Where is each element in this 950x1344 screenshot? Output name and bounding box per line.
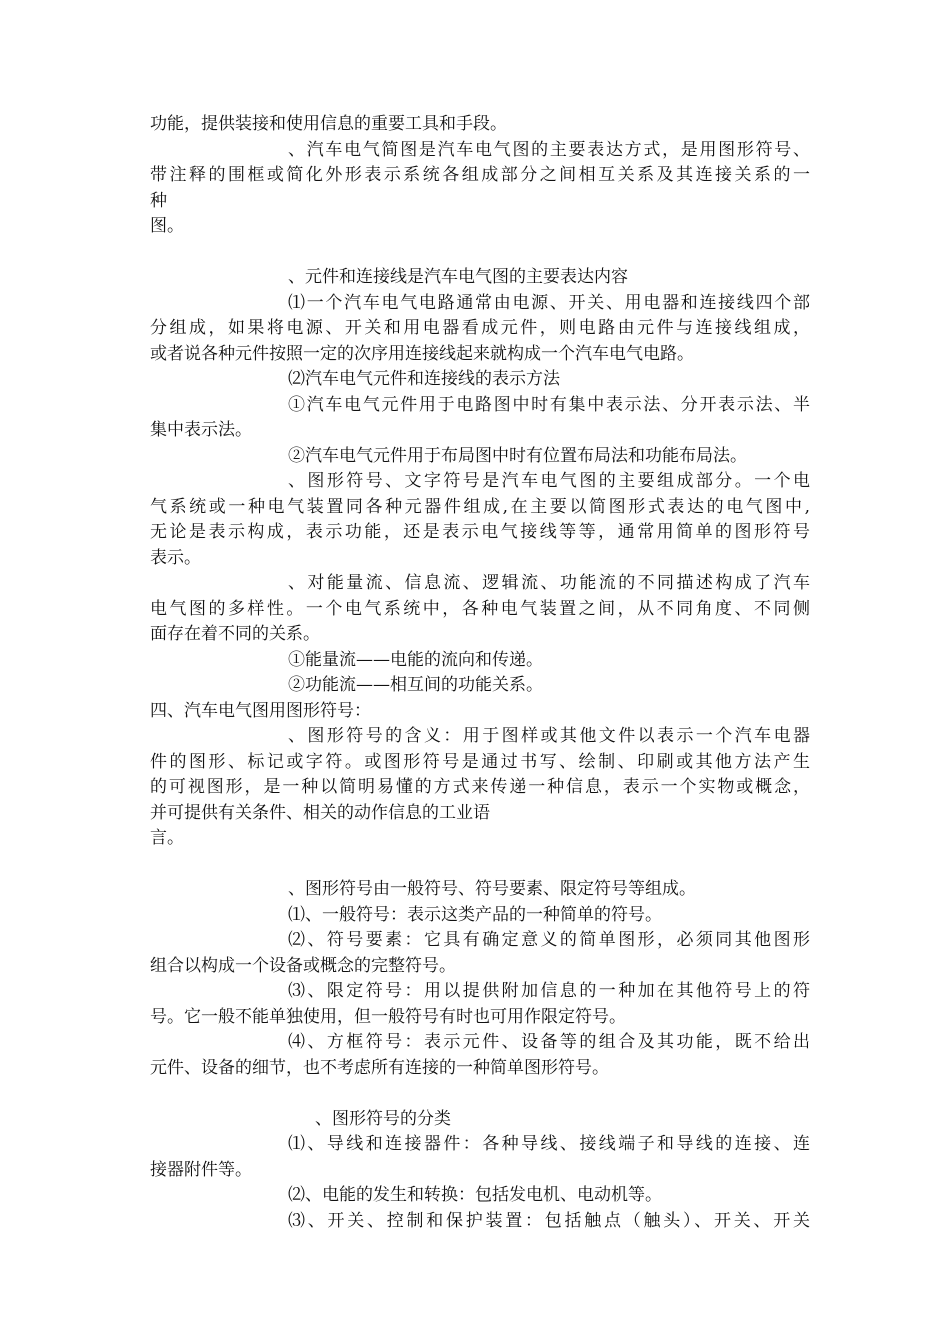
text-line: ⑴一个汽车电气电路通常由电源、开关、用电器和连接线四个部	[288, 292, 810, 313]
blank-line	[150, 1081, 810, 1107]
text-line: ⑵、电能的发生和转换：包括发电机、电动机等。	[288, 1185, 662, 1205]
text-line: ①汽车电气元件用于电路图中时有集中表示法、分开表示法、半	[288, 394, 810, 415]
text-line: 气系统或一种电气装置同各种元器件组成,在主要以简图形式表达的电气图中,	[150, 496, 810, 517]
section-heading: 、元件和连接线是汽车电气图的主要表达内容	[288, 267, 628, 287]
text-line: 接器附件等。	[150, 1159, 252, 1180]
text-line: 图。	[150, 216, 184, 236]
text-line: 功能，提供装接和使用信息的重要工具和手段。	[150, 114, 507, 134]
text-line: 电气图的多样性。一个电气系统中，各种电气装置之间，从不同角度、不同侧	[150, 598, 810, 619]
text-line: 带注释的围框或简化外形表示系统各组成部分之间相互关系及其连接关系的一	[150, 165, 810, 185]
text-line: 、汽车电气简图是汽车电气图的主要表达方式，是用图形符号、	[288, 139, 810, 160]
text-line: ⑴、导线和连接器件：各种导线、接线端子和导线的连接、连	[288, 1134, 810, 1154]
text-line: ⑵汽车电气元件和连接线的表示方法	[288, 369, 560, 389]
text-line: ①能量流——电能的流向和传递。	[288, 649, 543, 670]
text-line: ⑵、符号要素：它具有确定意义的简单图形，必须同其他图形	[288, 930, 810, 950]
text-line: 的可视图形，是一种以简明易懂的方式来传递一种信息，表示一个实物或概念，	[150, 777, 810, 797]
text-line: 表示。	[150, 547, 201, 568]
text-line: 分组成，如果将电源、开关和用电器看成元件，则电路由元件与连接线组成，	[150, 318, 810, 338]
text-line: 、对能量流、信息流、逻辑流、功能流的不同描述构成了汽车	[288, 573, 810, 593]
text-line: ②功能流——相互间的功能关系。	[288, 675, 543, 695]
blank-line	[150, 852, 810, 878]
text-line: 并可提供有关条件、相关的动作信息的工业语	[150, 802, 490, 823]
section-heading: 四、汽车电气图用图形符号：	[150, 700, 371, 721]
text-line: 言。	[150, 828, 184, 848]
text-line: 件的图形、标记或字符。或图形符号是通过书写、绘制、印刷或其他方法产生	[150, 751, 810, 772]
text-line: 面存在着不同的关系。	[150, 624, 320, 644]
section-heading: 、图形符号的分类	[315, 1108, 451, 1129]
text-line: 集中表示法。	[150, 420, 252, 440]
text-line: 组合以构成一个设备或概念的完整符号。	[150, 955, 456, 976]
text-line: 无论是表示构成，表示功能，还是表示电气接线等等，通常用简单的图形符号	[150, 522, 810, 542]
section-heading: 、图形符号由一般符号、符号要素、限定符号等组成。	[288, 879, 696, 899]
blank-line	[150, 240, 810, 266]
text-line: ⑶、开关、控制和保护装置：包括触点（触头）、开关、开关	[288, 1210, 810, 1231]
text-line: ⑶、限定符号：用以提供附加信息的一种加在其他符号上的符	[288, 981, 810, 1001]
text-line: 元件、设备的细节，也不考虑所有连接的一种简单图形符号。	[150, 1057, 609, 1078]
text-line: 、图形符号的含义：用于图样或其他文件以表示一个汽车电器	[288, 726, 810, 746]
text-line: 种	[150, 190, 167, 211]
document-page	[150, 112, 810, 1234]
text-line: 、图形符号、文字符号是汽车电气图的主要组成部分。一个电	[288, 471, 810, 491]
text-line: 号。它一般不能单独使用，但一般符号有时也可用作限定符号。	[150, 1006, 626, 1027]
text-line: ⑴、一般符号：表示这类产品的一种简单的符号。	[288, 904, 662, 925]
text-line: ⑷、方框符号：表示元件、设备等的组合及其功能，既不给出	[288, 1032, 810, 1052]
text-line: 或者说各种元件按照一定的次序用连接线起来就构成一个汽车电气电路。	[150, 343, 694, 364]
text-line: ②汽车电气元件用于布局图中时有位置布局法和功能布局法。	[288, 445, 747, 466]
